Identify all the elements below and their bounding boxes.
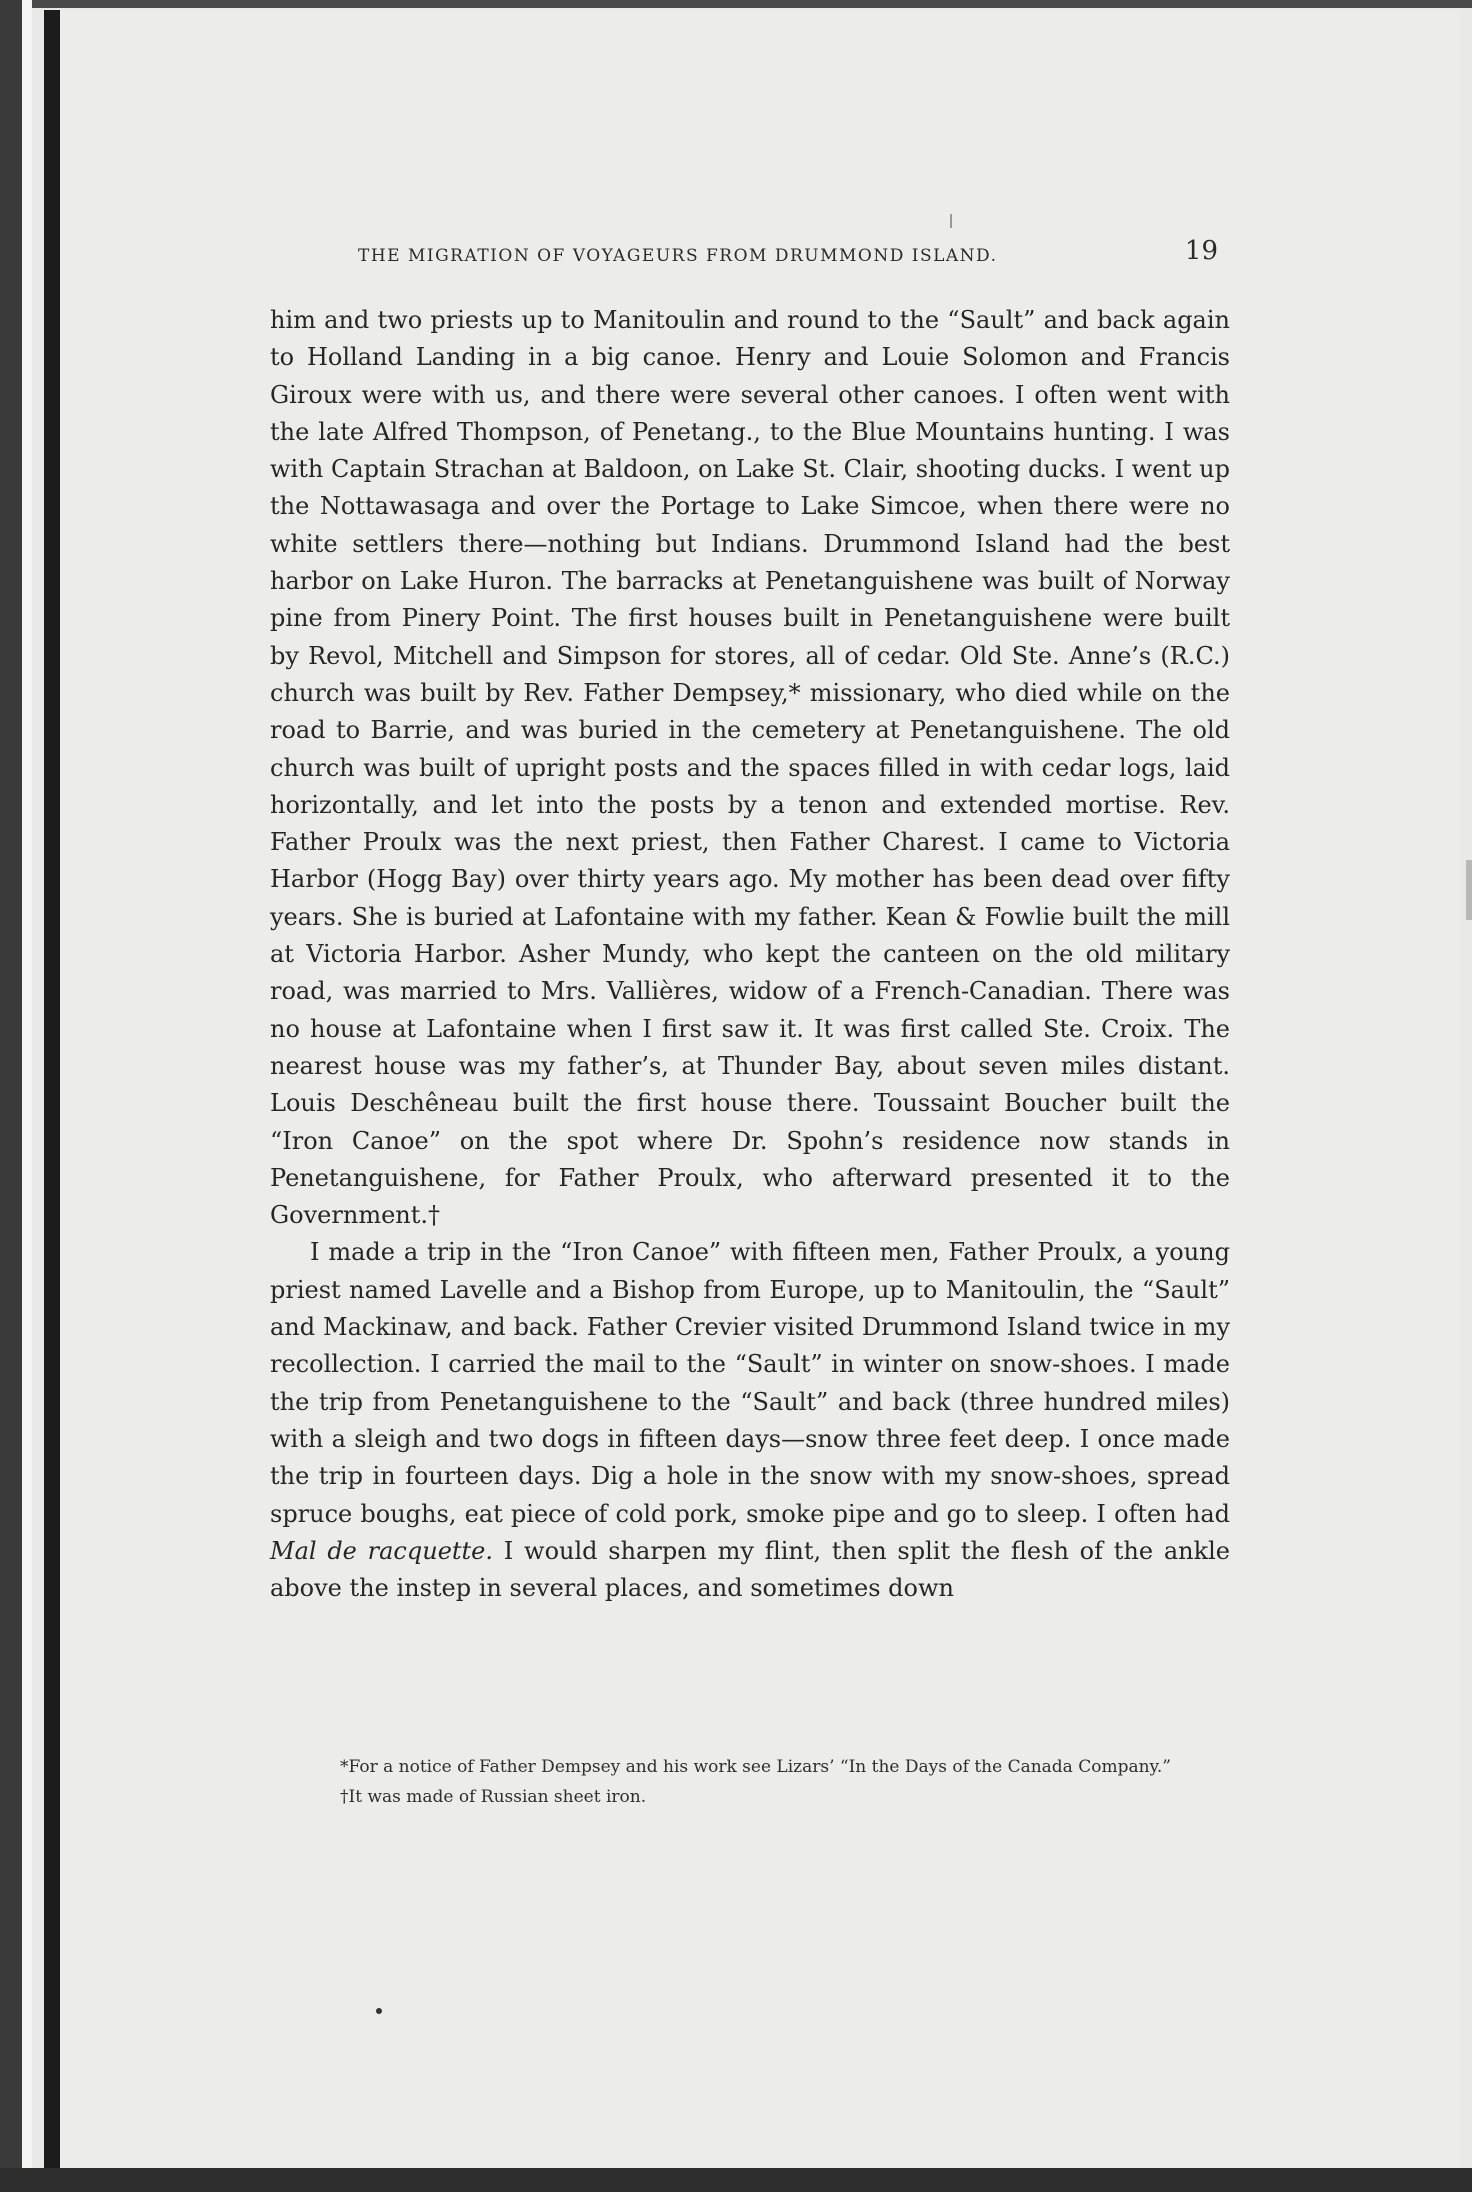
print-speck [950,214,952,228]
body-text [270,302,1230,1607]
footnote-dempsey: *For a notice of Father Dempsey and his work see Lizars’ “In the Days of the Canada Company.” [340,1757,1171,1777]
scan-top-edge [0,0,1472,8]
paragraph-2-end: I would sharpen my flint, then split the flesh of the ankle above the instep in several places, and sometimes down [270,1536,1231,1603]
paragraph-2-text: I made a trip in the “Iron Canoe” with fifteen men, Father Proulx, a young priest named Lavelle and a Bishop from Europe, up to Manitoulin, the “Sault” and Mackinaw, and back. Father Crevier visited Drummond Island twice in my recollection. I carried the mail to the “Sault” in winter on snow-shoes. I made the trip from Penetanguishene to the “Sault” and back (three hundred miles) with a sleigh and two dogs in fifteen days—snow three feet deep. I once made the trip in fourteen days. Dig a hole in the snow with my snow-shoes, spread spruce boughs, eat piece of cold pork, smoke pipe and go to sleep. I often had [270,1238,1230,1528]
page-header [358,236,1224,276]
footnotes [298,1752,1250,1812]
page-edge-mark [1466,860,1472,920]
paragraph-2 [270,1234,1230,1607]
book-gutter [44,10,60,2170]
footnote-iron-canoe: †It was made of Russian sheet iron. [340,1787,647,1807]
scan-bottom-edge [0,2168,1472,2192]
ink-dot [376,2008,382,2014]
book-spine-shadow [0,0,22,2192]
book-spine-highlight [22,0,32,2192]
paragraph-1: him and two priests up to Manitoulin and round to the “Sault” and back again to Holland Landing in a big canoe. Henry and Louie Solomon and Francis Giroux were with us, and there were several other canoes. I often went with the late Alfred Thompson, of Penetang., to the Blue Mountains hunting. I was with Captain Strachan at Baldoon, on Lake St. Clair, shooting ducks. I went up the Nottawasaga and over the Portage to Lake Simcoe, when there were no white settlers there—nothing but Indians. Drummond Island had the best harbor on Lake Huron. The barracks at Penetanguishene was built of Norway pine from Pinery Point. The first houses built in Penetanguishene were built by Revol, Mitchell and Simpson for stores, all of cedar. Old Ste. Anne’s (R.C.) church was built by Rev. Father Dempsey,* missionary, who died while on the road to Barrie, and was buried in the cemetery at Penetanguishene. The old church was built of upright posts and the spaces filled in with cedar logs, laid horizontally, and let into the posts by a tenon and extended mortise. Rev. Father Proulx was the next priest, then Father Charest. I came to Victoria Harbor (Hogg Bay) over thirty years ago. My mother has been dead over fifty years. She is buried at Lafontaine with my father. Kean & Fowlie built the mill at Victoria Harbor. Asher Mundy, who kept the canteen on the old military road, was married to Mrs. Vallières, widow of a French-Canadian. There was no house at Lafontaine when I first saw it. It was first called Ste. Croix. The nearest house was my father’s, at Thunder Bay, about seven miles distant. Louis Deschêneau built the first house there. Toussaint Boucher built the “Iron Canoe” on the spot where Dr. Spohn’s residence now stands in Penetanguishene, for Father Proulx, who afterward presented it to the Government.† [270,306,1230,1230]
italic-phrase: Mal de racquette. [270,1536,494,1565]
running-title: THE MIGRATION OF VOYAGEURS FROM DRUMMOND ISLAND. [358,246,998,266]
page-number: 19 [1184,236,1218,266]
